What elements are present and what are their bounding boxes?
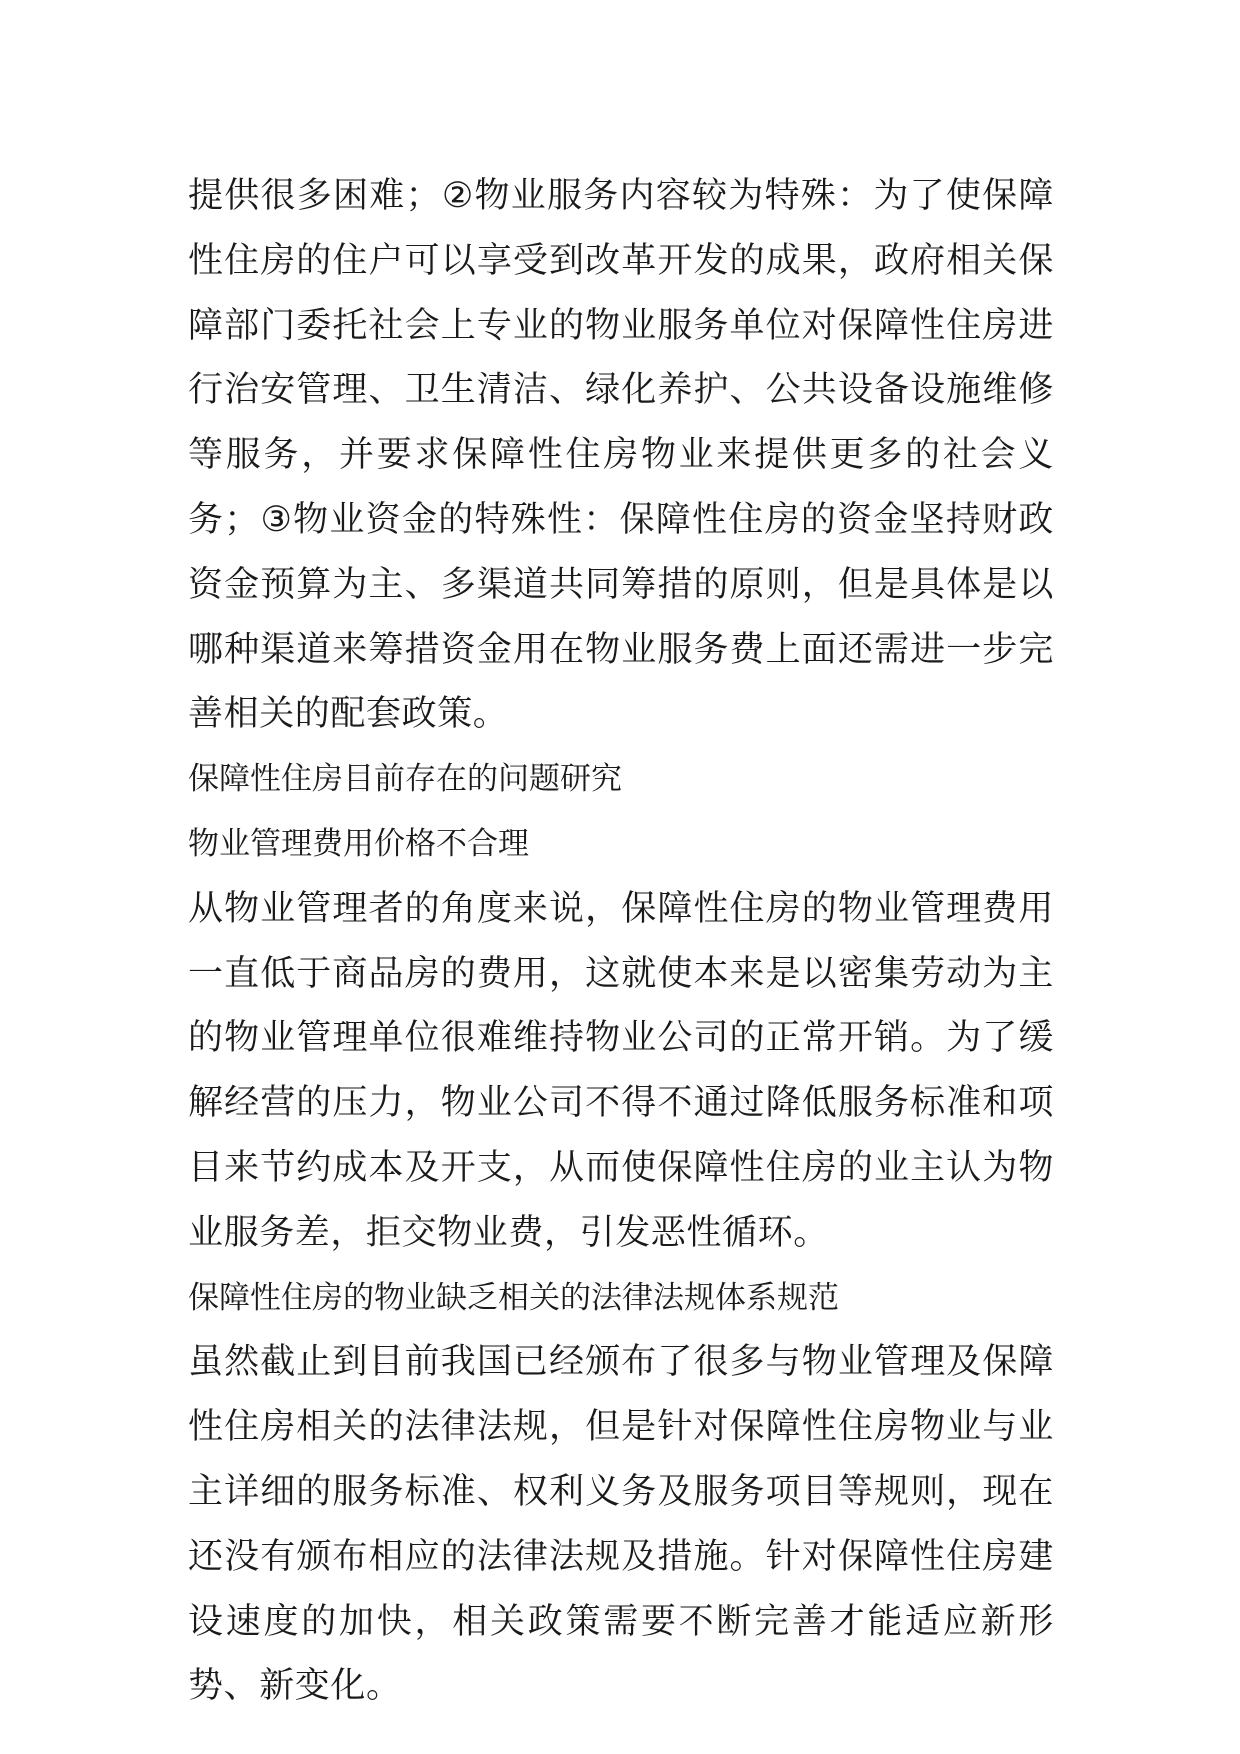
section-heading-problems: 保障性住房目前存在的问题研究 [188,761,622,798]
paragraph-property-service-features: 提供很多困难；②物业服务内容较为特殊：为了使保障性住房的住户可以享受到改革开发的成果，政府相关保障部门委托社会上专业的物业服务单位对保障性住房进行治安管理、卫生清洁、绿化养护、公共设备设施维修等服务，并要求保障性住房物业来提供更多的社会义务；③物业资金的特殊性：保障性住房的资金坚持财政资金预算为主、多渠道共同筹措的原则，但是具体是以哪种渠道来筹措资金用在物业服务费上面还需进一步完善相关的配套政策。 [188,176,1054,735]
document-body [188,164,1054,1719]
subsection-heading-fees: 物业管理费用价格不合理 [188,825,529,862]
paragraph-fees: 从物业管理者的角度来说，保障性住房的物业管理费用一直低于商品房的费用，这就使本来是以密集劳动为主的物业管理单位很难维持物业公司的正常开销。为了缓解经营的压力，物业公司不得不通过降低服务标准和项目来节约成本及开支，从而使保障性住房的业主认为物业服务差，拒交物业费，引发恶性循环。 [188,888,1054,1253]
subsection-heading-regulations: 保障性住房的物业缺乏相关的法律法规体系规范 [188,1279,839,1316]
paragraph-regulations: 虽然截止到目前我国已经颁布了很多与物业管理及保障性住房相关的法律法规，但是针对保障性住房物业与业主详细的服务标准、权利义务及服务项目等规则，现在还没有颁布相应的法律法规及措施。针对保障性住房建设速度的加快，相关政策需要不断完善才能适应新形势、新变化。 [188,1342,1054,1707]
